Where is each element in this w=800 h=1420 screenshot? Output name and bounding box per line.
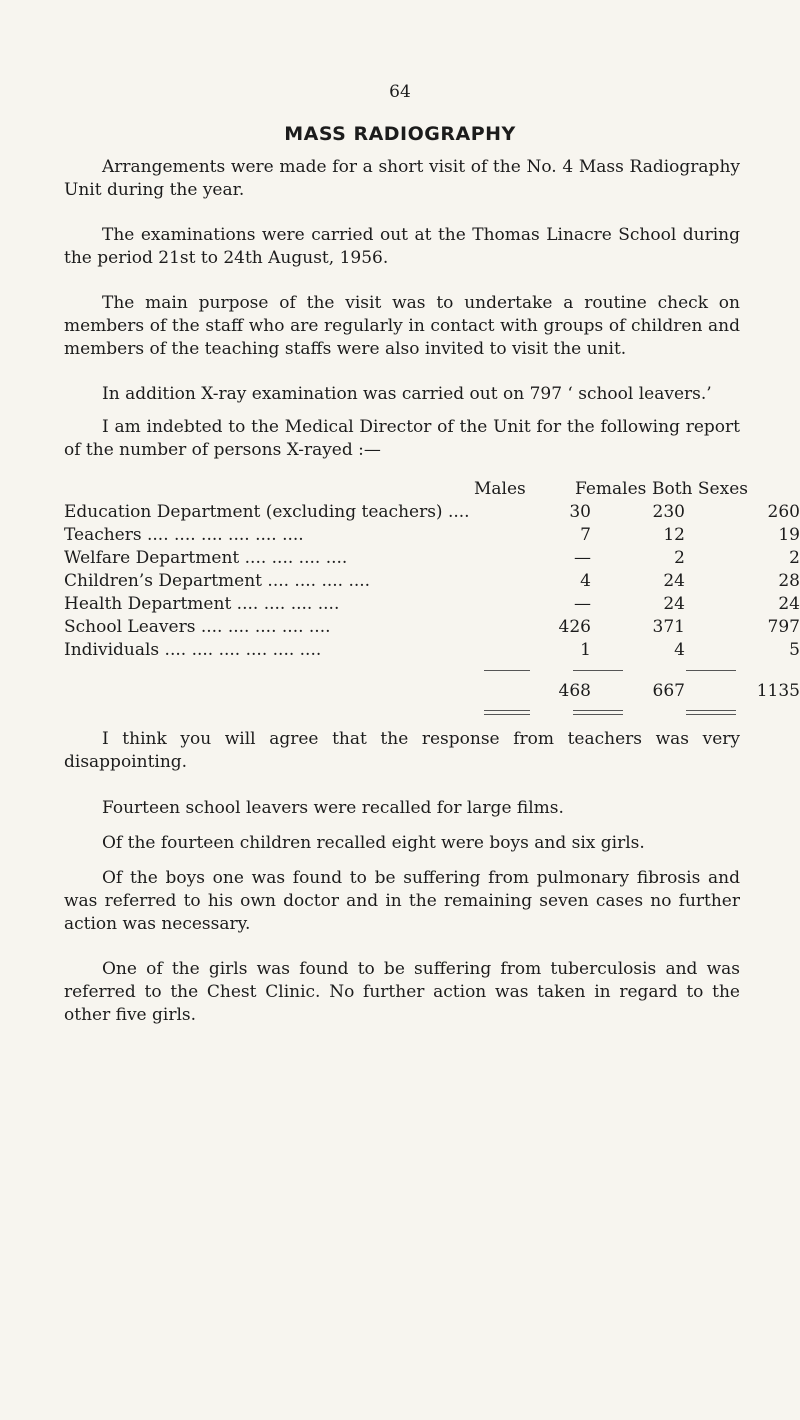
both-value: 260 (767, 502, 800, 522)
both-value: 19 (778, 525, 800, 545)
females-value: 12 (663, 525, 685, 545)
conclusion-paragraph-2: Fourteen school leavers were recalled for large films. (102, 798, 564, 818)
females-value: 24 (663, 594, 685, 614)
table-row (64, 548, 800, 570)
total-both: 1135 (756, 681, 800, 701)
row-label: Teachers .... .... .... .... .... .... (64, 525, 304, 545)
table-row (64, 525, 800, 547)
females-value: 2 (674, 548, 685, 568)
subtotal-rule-males (484, 670, 530, 671)
conclusion-paragraph-5: One of the girls was found to be suffering from tuberculosis and was referred to the Chest Clinic. No further action was taken in regard to the other five girls. (64, 959, 740, 1025)
both-value: 24 (778, 594, 800, 614)
females-value: 24 (663, 571, 685, 591)
males-value: 4 (580, 571, 591, 591)
males-value: 1 (580, 640, 591, 660)
total-males: 468 (558, 681, 591, 701)
total-rule-males (484, 710, 530, 715)
conclusion-paragraph-4: Of the boys one was found to be suffering from pulmonary fibrosis and was referred to his own doctor and in the remaining seven cases no further action was necessary. (64, 868, 740, 934)
total-rule-both (686, 710, 736, 715)
both-value: 797 (767, 617, 800, 637)
totals-row (64, 681, 800, 703)
intro-paragraph-1: Arrangements were made for a short visit of the No. 4 Mass Radiography Unit during the year. (64, 157, 740, 200)
females-value: 371 (652, 617, 685, 637)
females-value: 230 (652, 502, 685, 522)
table-row (64, 640, 800, 662)
males-value: — (574, 548, 591, 568)
females-value: 4 (674, 640, 685, 660)
intro-paragraph-3: The main purpose of the visit was to undertake a routine check on members of the staff who are regularly in contact with groups of children and members of the teaching staffs were also invited to visit the unit. (64, 293, 740, 359)
total-rule-females (573, 710, 623, 715)
both-value: 2 (789, 548, 800, 568)
page-number: 64 (389, 82, 411, 102)
header-females: Females (575, 479, 647, 499)
table-row (64, 617, 800, 639)
males-value: 426 (558, 617, 591, 637)
header-males: Males (474, 479, 526, 499)
row-label: Welfare Department .... .... .... .... (64, 548, 348, 568)
table-row (64, 502, 800, 524)
subtotal-rule-both (686, 670, 736, 671)
total-females: 667 (652, 681, 685, 701)
both-value: 5 (789, 640, 800, 660)
both-value: 28 (778, 571, 800, 591)
row-label: Health Department .... .... .... .... (64, 594, 340, 614)
intro-paragraph-4: In addition X-ray examination was carried out on 797 ‘ school leavers.’ (102, 384, 712, 404)
males-value: 30 (569, 502, 591, 522)
row-label: School Leavers .... .... .... .... .... (64, 617, 331, 637)
header-both-sexes: Both Sexes (652, 479, 748, 499)
row-label: Individuals .... .... .... .... .... .... (64, 640, 322, 660)
intro-paragraph-5: I am indebted to the Medical Director of the Unit for the following report of the number of persons X-rayed :— (64, 417, 740, 460)
intro-paragraph-2: The examinations were carried out at the Thomas Linacre School during the period 21st to 24th August, 1956. (64, 225, 740, 268)
subtotal-rule-females (573, 670, 623, 671)
conclusion-paragraph-1: I think you will agree that the response from teachers was very disappointing. (64, 729, 740, 772)
males-value: 7 (580, 525, 591, 545)
males-value: — (574, 594, 591, 614)
table-row (64, 594, 800, 616)
table-row (64, 571, 800, 593)
row-label: Education Department (excluding teachers) .... (64, 502, 470, 522)
conclusion-paragraph-3: Of the fourteen children recalled eight were boys and six girls. (102, 833, 645, 853)
page-title: MASS RADIOGRAPHY (284, 123, 516, 145)
row-label: Children’s Department .... .... .... .... (64, 571, 371, 591)
